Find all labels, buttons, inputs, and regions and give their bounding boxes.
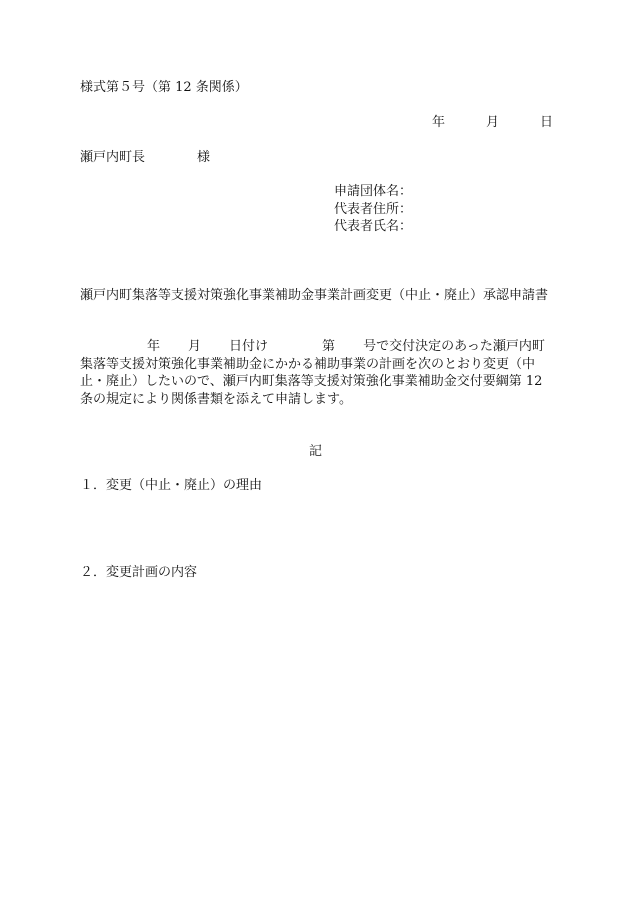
item-change-reason: １．変更（中止・廃止）の理由: [80, 478, 263, 493]
document-title: 瀬戸内町集落等支援対策強化事業補助金事業計画変更（中止・廃止）承認申請書: [80, 288, 549, 303]
applicant-organization-label: 申請団体名：: [334, 184, 413, 199]
representative-name-label: 代表者氏名：: [334, 219, 413, 234]
body-paragraph-line-1: [80, 340, 545, 353]
body-dai-label: 第: [322, 339, 336, 354]
addressee-suffix: 様: [197, 150, 211, 165]
item-change-plan-content: ２．変更計画の内容: [80, 565, 198, 580]
date-day-label: 日: [540, 115, 554, 130]
ki-heading: 記: [309, 444, 323, 459]
date-month-label: 月: [486, 115, 500, 130]
body-paragraph-line-3: 止・廃止）したいので、瀬戸内町集落等支援対策強化事業補助金交付要綱第 12: [80, 374, 543, 389]
body-year-label: 年: [147, 339, 161, 354]
addressee-name: 瀬戸内町長: [80, 150, 146, 165]
body-line-1-rest: 号で交付決定のあった瀬戸内町: [363, 339, 545, 354]
representative-address-label: 代表者住所：: [334, 202, 413, 217]
body-day-label: 日付け: [229, 339, 269, 354]
form-number: 様式第５号（第 12 条関係）: [80, 80, 248, 95]
date-year-label: 年: [432, 115, 446, 130]
submission-date: [432, 116, 553, 129]
body-month-label: 月: [188, 339, 202, 354]
body-paragraph-line-4: 条の規定により関係書類を添えて申請します。: [80, 392, 352, 407]
body-paragraph-line-2: 集落等支援対策強化事業補助金にかかる補助事業の計画を次のとおり変更（中: [80, 357, 536, 372]
